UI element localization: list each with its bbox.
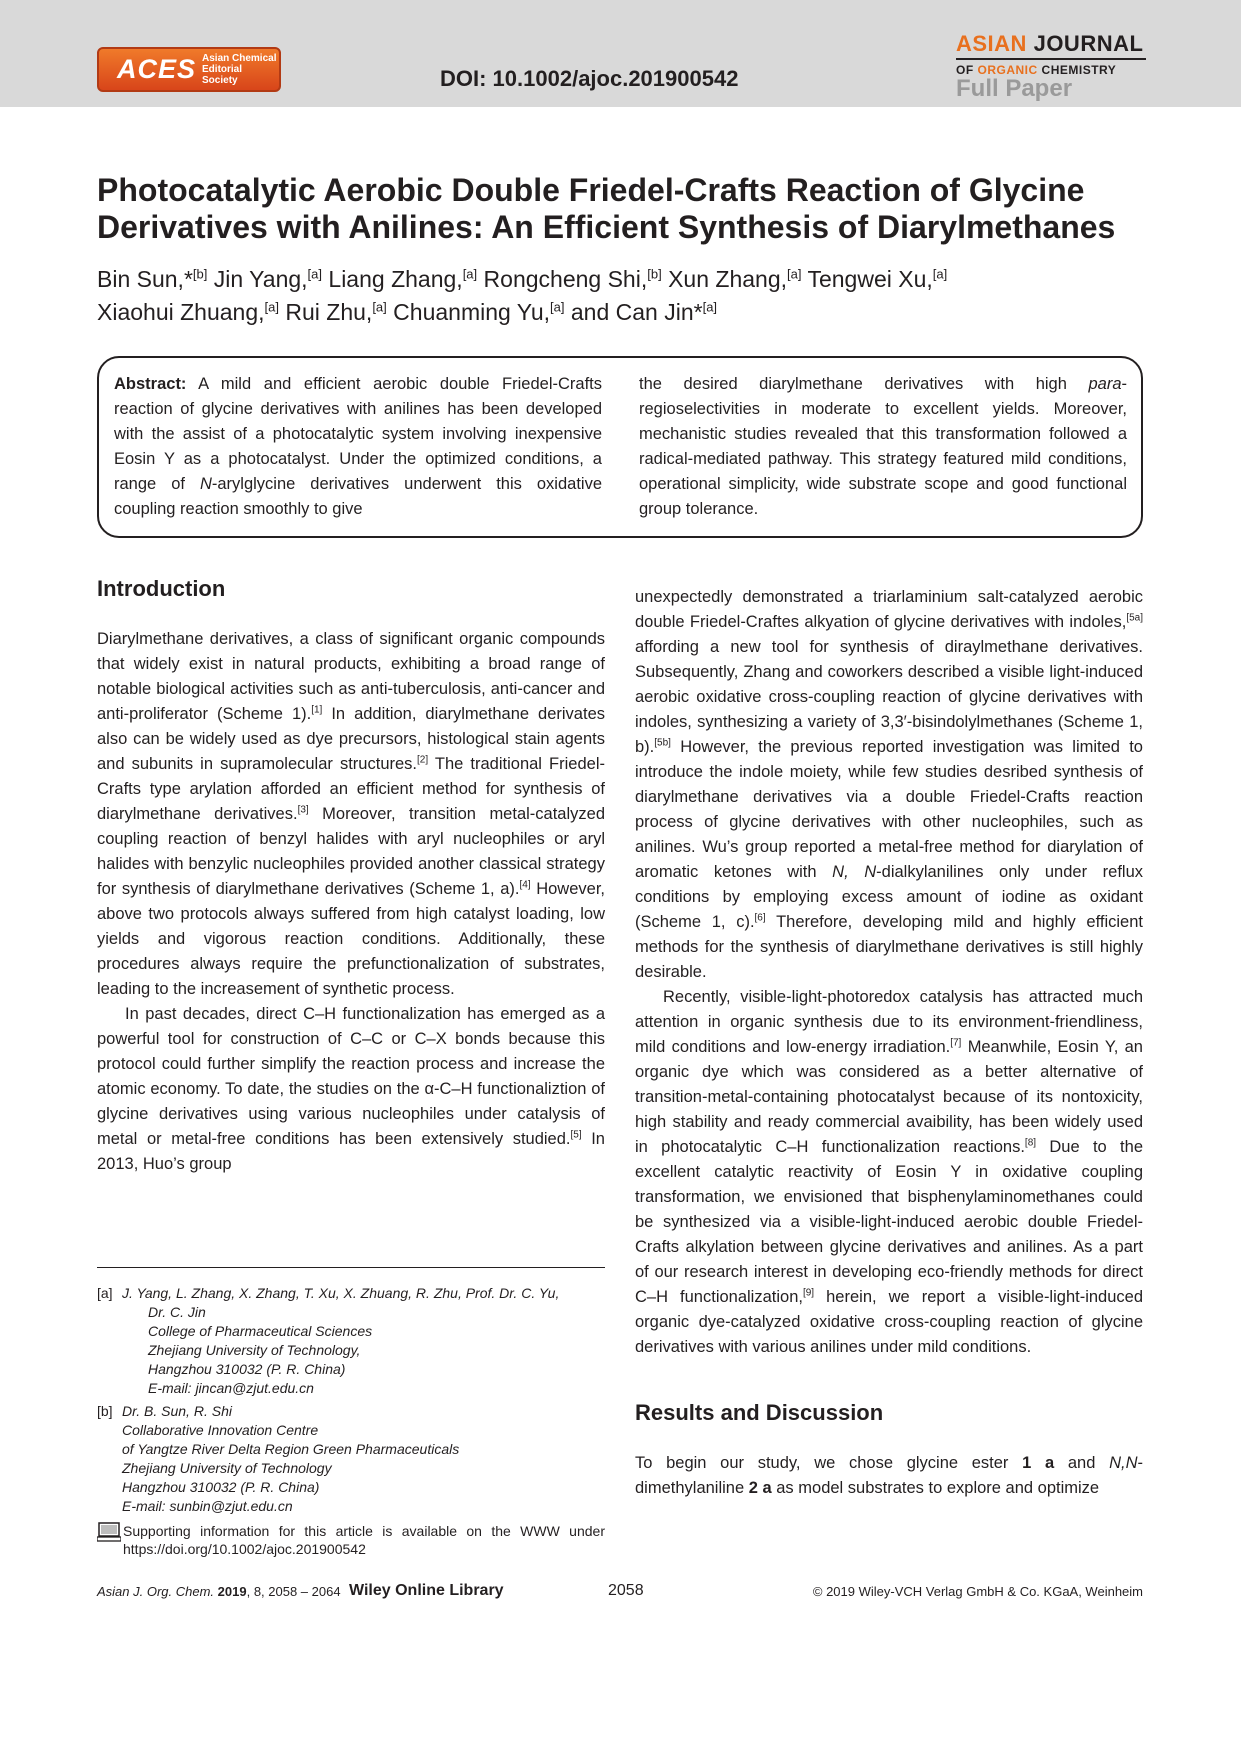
footnote-divider (97, 1267, 605, 1268)
journal-logo[interactable] (956, 32, 1146, 101)
email-link[interactable]: E-mail: sunbin@zjut.edu.cn (122, 1498, 293, 1514)
page-footer (97, 1584, 1143, 1604)
computer-icon (97, 1522, 121, 1542)
introduction-heading: Introduction (97, 576, 226, 601)
affiliation-b: [b] Dr. B. Sun, R. Shi Collaborative Innovation Centre of Yangtze River Delta Region Green Pharmaceuticals Zhejiang University of Technology Hangzhou 310032 (P. R. China) E-mail: sunbin@zjut.edu.cn (97, 1403, 460, 1514)
email-link[interactable]: E-mail: jincan@zjut.edu.cn (148, 1380, 314, 1396)
compound-label: 1 a (1022, 1454, 1055, 1472)
journal-subtitle-line: OF ORGANIC CHEMISTRY (956, 63, 1117, 77)
aces-logo-subtitle: Asian Chemical Editorial Society (202, 53, 277, 86)
aces-logo[interactable] (97, 47, 281, 92)
abstract-box (97, 356, 1143, 538)
abstract-left-column: Abstract: A mild and efficient aerobic double Friedel-Crafts reaction of glycine derivatives with anilines has been developed with the assist of a photocatalytic system involving inexpensive Eosin Y as a photocatalyst. Under the optimized conditions, a range of N-arylglycine derivatives underwent this oxidative coupling reaction smoothly to give (114, 375, 602, 518)
reference-link[interactable]: [2] (417, 754, 429, 766)
reference-link[interactable]: [7] (950, 1037, 962, 1049)
author[interactable]: Liang Zhang, (322, 266, 463, 292)
supporting-information (97, 1522, 605, 1558)
author[interactable]: Jin Yang, (207, 266, 308, 292)
journal-name-line: ASIAN JOURNAL (956, 32, 1146, 60)
aces-logo-text: ACES (117, 54, 197, 84)
affiliation-footnotes (97, 1284, 605, 1558)
author[interactable]: Tengwei Xu, (801, 266, 933, 292)
reference-link[interactable]: [3] (297, 804, 309, 816)
paragraph: Recently, visible-light-photoredox catalysis has attracted much attention in organic synthesis due to its environment-friendliness, mild conditions and low-energy irradiation.[7] Meanwhile, Eosin Y, an organic dye which was considered as a better alternative of transition-metal-containing photocatalyst because of its nontoxicity, high stability and ready commercial avaibility, has been widely used in photocatalytic C–H functionalization reactions.[8] Due to the excellent catalytic reactivity of Eosin Y in oxidative coupling transformation, we envisioned that bisphenylaminomethanes could be synthesized via a visible-light-induced aerobic double Friedel-Crafts alkylation between glycine derivatives and anilines. As a part of our research interest in developing eco-friendly methods for direct C–H functionalization,[9] herein, we report a visible-light-induced organic dye-catalyzed oxidative cross-coupling reaction of glycine derivatives with various anilines under mild conditions. (635, 988, 1143, 1356)
results-heading: Results and Discussion (635, 1400, 884, 1425)
author[interactable]: Xiaohui Zhuang, (97, 299, 265, 325)
reference-link[interactable]: [5] (570, 1129, 582, 1141)
author[interactable]: Xun Zhang, (661, 266, 788, 292)
author[interactable]: Rongcheng Shi, (477, 266, 648, 292)
abstract-label: Abstract: (114, 375, 187, 393)
reference-link[interactable]: [5b] (654, 737, 671, 749)
author[interactable]: Rui Zhu, (278, 299, 373, 325)
doi-link[interactable]: DOI: 10.1002/ajoc.201900542 (440, 66, 739, 91)
paragraph: In past decades, direct C–H functionalization has emerged as a powerful tool for construction of C–C or C–X bonds because this protocol could further simplify the reaction process and increase the atomic economy. To date, the studies on the α-C–H functionaliztion of glycine derivatives using various nucleophiles under catalysis of metal or metal-free conditions has been extensively studied.[5] In 2013, Huo’s group (97, 1005, 605, 1173)
journal-citation: Asian J. Org. Chem. 2019, 8, 2058 – 2064 (97, 1584, 341, 1599)
reference-link[interactable]: [5a] (1126, 612, 1143, 624)
copyright: © 2019 Wiley-VCH Verlag GmbH & Co. KGaA, Weinheim (812, 1584, 1143, 1599)
author[interactable]: Chuanming Yu, (386, 299, 551, 325)
reference-link[interactable]: [9] (802, 1287, 815, 1299)
reference-link[interactable]: [8] (1024, 1137, 1037, 1149)
compound-label: 2 a (748, 1479, 772, 1497)
reference-link[interactable]: [1] (311, 704, 323, 716)
article-type: Full Paper (956, 75, 1073, 102)
paragraph: unexpectedly demonstrated a triarlaminium salt-catalyzed aerobic double Friedel-Craftes alkyation of glycine derivatives with indoles,[5a] affording a new tool for synthesis of diraylmethane derivatives. Subsequently, Zhang and coworkers described a visible light-induced aerobic oxidative cross-coupling reaction of glycine derivatives with indoles, synthesizing a variety of 3,3′-bisindolylmethanes (Scheme 1, b).[5b] However, the previous reported investigation was limited to introduce the indole moiety, while few studies desribed synthesis of diarylmethane derivatives via a double Friedel-Crafts reaction process of glycine derivatives with other nucleophiles, such as anilines. Wu’s group reported a metal-free method for diarylation of aromatic ketones with N, N-dialkylanilines only under reflux conditions by employing excess amount of iodine as oxidant (Scheme 1, c).[6] Therefore, developing mild and highly efficient methods for the synthesis of diarylmethane derivatives is still highly desirable. (635, 588, 1144, 981)
author-list: Bin Sun,*[b] Jin Yang,[a] Liang Zhang,[a] Rongcheng Shi,[b] Xun Zhang,[a] Tengwei Xu,[a] Xiaohui Zhuang,[a] Rui Zhu,[a] Chuanming Yu,[a] and Can Jin*[a] (97, 266, 948, 325)
reference-link[interactable]: [6] (754, 912, 766, 924)
paragraph: To begin our study, we chose glycine ester 1 a and N,N-dimethylaniline 2 a as model substrates to explore and optimize (635, 1454, 1143, 1497)
author[interactable]: and Can Jin* (564, 299, 703, 325)
affiliation-a: [a] J. Yang, L. Zhang, X. Zhang, T. Xu, X. Zhuang, R. Zhu, Prof. Dr. C. Yu, Dr. C. Jin College of Pharmaceutical Sciences Zhejiang University of Technology, Hangzhou 310032 (P. R. China) E-mail: jincan@zjut.edu.cn (97, 1285, 560, 1396)
article-title: Photocatalytic Aerobic Double Friedel-Crafts Reaction of Glycine Derivatives with Anilines: An Efficient Synthesis of Diarylmethanes (97, 172, 1116, 245)
right-column (635, 585, 1143, 1501)
supporting-info-link[interactable]: Supporting information for this article is available on the WWW under https://doi.org/10.1002/ajoc.201900542 (123, 1523, 605, 1557)
left-column (97, 576, 605, 1177)
paragraph: Diarylmethane derivatives, a class of significant organic compounds that widely exist in natural products, exhibiting a broad range of notable biological activities such as anti-tuberculosis, anti-cancer and anti-proliferator (Scheme 1).[1] In addition, diarylmethane derivates also can be widely used as dye precursors, histological stain agents and subunits in supramolecular structures.[2] The traditional Friedel-Crafts type arylation afforded an efficient method for synthesis of diarylmethane derivatives.[3] Moreover, transition metal-catalyzed coupling reaction of benzyl halides with aryl nucleophiles or aryl halides with benzylic nucleophiles provided another classical strategy for synthesis of diarylmethane derivatives (Scheme 1, a).[4] However, above two protocols always suffered from high catalyst loading, low yields and vigorous reaction conditions. Additionally, these procedures always require the prefunctionalization of substrates, leading to the increasement of synthetic process. (97, 630, 605, 998)
reference-link[interactable]: [4] (519, 879, 531, 891)
wiley-online-library-link[interactable]: Wiley Online Library (349, 1582, 504, 1599)
author[interactable]: Bin Sun,* (97, 266, 193, 292)
page-number: 2058 (608, 1582, 644, 1599)
abstract-right-column: the desired diarylmethane derivatives with high para-regioselectivities in moderate to excellent yields. Moreover, mechanistic studies revealed that this transformation followed a radical-mediated pathway. This strategy featured mild conditions, operational simplicity, wide substrate scope and good functional group tolerance. (639, 375, 1127, 518)
